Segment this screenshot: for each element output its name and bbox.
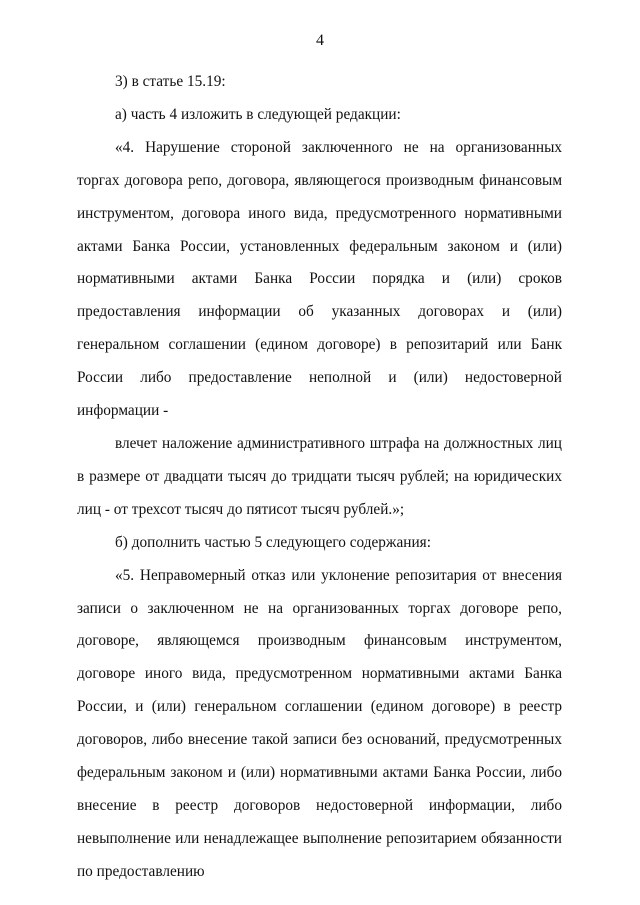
- part-5-disposition: «5. Неправомерный отказ или уклонение репозитария от внесения записи о заключенном не на организованных торгах договоре репо, договоре, являющемся производным финансовым инструментом, договоре иного вида, предусмотренном нормативными актами Банка России, и (или) генеральном соглашении (едином договоре) в реестр договоров, либо внесение такой записи без оснований, предусмотренных федеральным законом и (или) нормативными актами Банка России, либо внесение в реестр договоров недостоверной информации, либо невыполнение или ненадлежащее выполнение репозитарием обязанности по предоставлению: [77, 566, 562, 880]
- subclause-a-heading: а) часть 4 изложить в следующей редакции:: [115, 105, 401, 123]
- amendment-article-15-19: 3) в статье 15.19:: [115, 73, 226, 90]
- subclause-b-heading: б) дополнить частью 5 следующего содержания:: [115, 533, 431, 551]
- part-4-disposition: «4. Нарушение стороной заключенного не на организованных торгах договора репо, договора, являющегося производным финансовым инструментом, договора иного вида, предусмотренного нормативными актами Банка России, установленных федеральным законом и (или) нормативными актами Банка России порядка и (или) сроков предоставления информации об указанных договорах и (или) генеральном соглашении (едином договоре) в репозитарий или Банк России либо предоставление неполной и (или) недостоверной информации -: [77, 138, 562, 420]
- part-4-sanction: влечет наложение административного штрафа на должностных лиц в размере от двадцати тысяч до тридцати тысяч рублей; на юридических лиц - от трехсот тысяч до пятисот тысяч рублей.»;: [77, 434, 562, 518]
- document-body: [77, 66, 562, 889]
- page-number: 4: [316, 32, 324, 49]
